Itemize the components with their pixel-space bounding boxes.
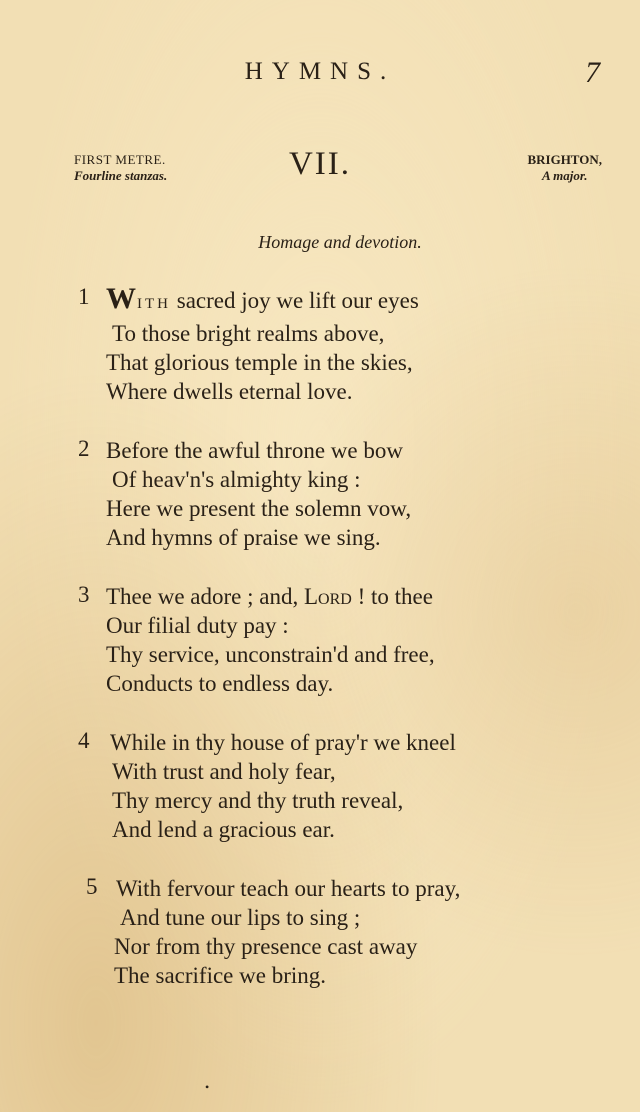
stanza-line: Where dwells eternal love. bbox=[106, 379, 353, 404]
small-caps-text: ITH bbox=[137, 296, 171, 312]
stanza-form: Fourline stanzas. bbox=[74, 168, 168, 183]
stanza-line: That glorious temple in the skies, bbox=[106, 350, 413, 375]
stanza-line: Our filial duty pay : bbox=[106, 613, 289, 638]
stanza-line: While in thy house of pray'r we kneel bbox=[110, 730, 456, 755]
hymn-subtitle: Homage and devotion. bbox=[258, 232, 422, 252]
stanza-1 bbox=[78, 284, 598, 406]
stanza-line bbox=[78, 284, 598, 319]
stanza-number: 2 bbox=[78, 436, 90, 461]
stanza-number: 5 bbox=[86, 874, 98, 899]
stanza-line: Before the awful throne we bow bbox=[106, 438, 403, 463]
drop-cap: W bbox=[106, 282, 137, 315]
stanza-4 bbox=[78, 728, 598, 844]
tune-info bbox=[527, 152, 602, 184]
tune-name: BRIGHTON, bbox=[527, 152, 602, 167]
stanza-line bbox=[78, 582, 598, 611]
page-number: 7 bbox=[585, 56, 600, 89]
stanza-line: With fervour teach our hearts to pray, bbox=[116, 876, 461, 901]
stanza-line: Thy mercy and thy truth reveal, bbox=[112, 788, 404, 813]
line-text: sacred joy we lift our eyes bbox=[171, 288, 419, 313]
stanza-line: Thy service, unconstrain'd and free, bbox=[106, 642, 435, 667]
stanza-line: To those bright realms above, bbox=[112, 321, 385, 346]
running-head: HYMNS. bbox=[244, 58, 396, 85]
stanza-line: And lend a gracious ear. bbox=[112, 817, 335, 842]
stanza-number: 3 bbox=[78, 582, 90, 607]
small-caps-text: Lord bbox=[303, 584, 352, 609]
stanza-line: Of heav'n's almighty king : bbox=[112, 467, 361, 492]
stanza-3 bbox=[78, 582, 598, 698]
stanza-number: 1 bbox=[78, 284, 90, 309]
stanza-line: The sacrifice we bring. bbox=[114, 963, 327, 988]
stanza-line: And tune our lips to sing ; bbox=[120, 905, 361, 930]
stanza-line: With trust and holy fear, bbox=[112, 759, 336, 784]
stanza-5 bbox=[86, 874, 606, 990]
line-text: ! to thee bbox=[351, 584, 433, 609]
stanza-2 bbox=[78, 436, 598, 552]
metre-label: FIRST METRE. bbox=[74, 152, 166, 167]
stanza-line: Conducts to endless day. bbox=[106, 671, 334, 696]
stanza-number: 4 bbox=[78, 728, 90, 753]
stanza-line: Nor from thy presence cast away bbox=[114, 934, 418, 959]
tune-key: A major. bbox=[541, 168, 588, 183]
printer-mark: • bbox=[205, 1080, 210, 1094]
line-text: Thee we adore ; and, bbox=[106, 584, 304, 609]
stanza-line: Here we present the solemn vow, bbox=[106, 496, 412, 521]
stanza-line: And hymns of praise we sing. bbox=[106, 525, 381, 550]
hymn-number: VII. bbox=[288, 146, 352, 182]
